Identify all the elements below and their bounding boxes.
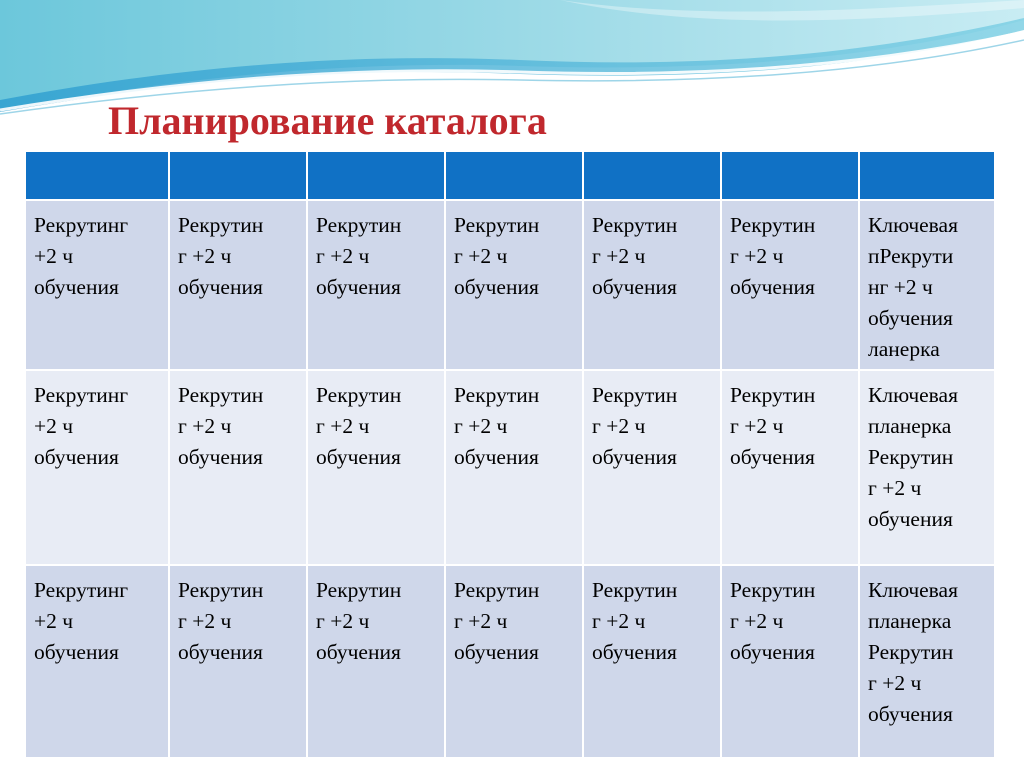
table-row (25, 565, 995, 758)
header-cell (859, 151, 995, 200)
table-cell: Рекрутин г +2 ч обучения (307, 565, 445, 758)
table-row (25, 370, 995, 565)
table-cell: Рекрутин г +2 ч обучения (583, 370, 721, 565)
catalog-planning-table (24, 150, 996, 759)
table-cell: Рекрутин г +2 ч обучения (445, 200, 583, 370)
table-cell: Рекрутин г +2 ч обучения (721, 200, 859, 370)
header-cell (721, 151, 859, 200)
table-cell: Рекрутин г +2 ч обучения (445, 370, 583, 565)
table-header-row (25, 151, 995, 200)
slide-title: Планирование каталога (108, 98, 547, 143)
header-cell (25, 151, 169, 200)
table-cell: Рекрутинг +2 ч обучения (25, 565, 169, 758)
table-row (25, 200, 995, 370)
table-cell: Рекрутин г +2 ч обучения (307, 370, 445, 565)
table-cell: Рекрутин г +2 ч обучения (169, 370, 307, 565)
table-cell: Рекрутин г +2 ч обучения (583, 200, 721, 370)
header-cell (445, 151, 583, 200)
table-cell: Рекрутин г +2 ч обучения (307, 200, 445, 370)
table-cell: Рекрутин г +2 ч обучения (169, 565, 307, 758)
header-cell (307, 151, 445, 200)
header-cell (169, 151, 307, 200)
table-cell: Рекрутинг +2 ч обучения (25, 370, 169, 565)
table-cell: Ключевая планерка Рекрутин г +2 ч обучения (859, 565, 995, 758)
table-cell: Рекрутинг +2 ч обучения (25, 200, 169, 370)
table-cell: Рекрутин г +2 ч обучения (583, 565, 721, 758)
table-cell: Рекрутин г +2 ч обучения (169, 200, 307, 370)
table-cell: Рекрутин г +2 ч обучения (721, 370, 859, 565)
table-cell: Ключевая планерка Рекрутин г +2 ч обучения (859, 370, 995, 565)
table-cell: Ключевая пРекрути нг +2 ч обучения ланерка (859, 200, 995, 370)
table-cell: Рекрутин г +2 ч обучения (445, 565, 583, 758)
header-cell (583, 151, 721, 200)
table-cell: Рекрутин г +2 ч обучения (721, 565, 859, 758)
